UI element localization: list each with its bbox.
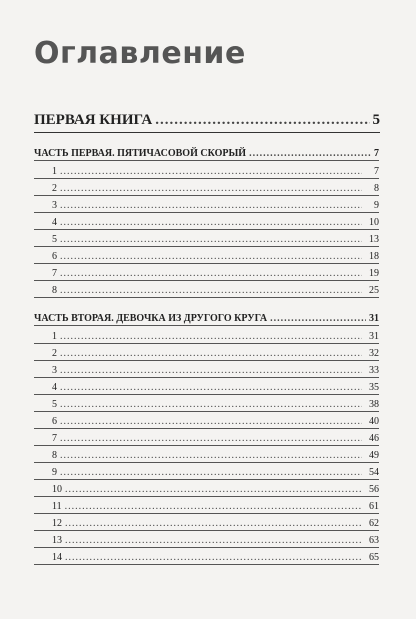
chapter-label: 7 — [52, 433, 57, 444]
chapter-page: 56 — [369, 484, 379, 495]
toc-chapter-entry — [52, 433, 379, 444]
dot-leader — [60, 450, 362, 461]
toc-chapter-entry — [52, 251, 379, 262]
chapter-rule — [34, 297, 379, 298]
chapter-rule — [34, 479, 379, 480]
chapter-page: 7 — [374, 166, 379, 177]
chapter-page: 65 — [369, 552, 379, 563]
chapter-page: 10 — [369, 217, 379, 228]
part-rule — [34, 325, 379, 326]
chapter-label: 11 — [52, 501, 62, 512]
dot-leader — [60, 183, 362, 194]
dot-leader — [249, 148, 371, 159]
chapter-label: 6 — [52, 251, 57, 262]
chapter-label: 5 — [52, 234, 57, 245]
chapter-rule — [34, 263, 379, 264]
chapter-label: 7 — [52, 268, 57, 279]
chapter-page: 18 — [369, 251, 379, 262]
chapter-rule — [34, 445, 379, 446]
page-title: Оглавление — [34, 36, 246, 71]
toc-chapter-entry — [52, 416, 379, 427]
chapter-label: 10 — [52, 484, 62, 495]
chapter-label: 6 — [52, 416, 57, 427]
dot-leader — [60, 365, 362, 376]
dot-leader — [270, 313, 366, 324]
toc-part-entry — [34, 148, 379, 159]
chapter-rule — [34, 229, 379, 230]
dot-leader — [60, 416, 362, 427]
toc-chapter-entry — [52, 552, 379, 563]
chapter-rule — [34, 280, 379, 281]
chapter-rule — [34, 564, 379, 565]
chapter-page: 63 — [369, 535, 379, 546]
chapter-page: 9 — [374, 200, 379, 211]
chapter-rule — [34, 530, 379, 531]
chapter-page: 35 — [369, 382, 379, 393]
dot-leader — [60, 382, 362, 393]
part-label: ЧАСТЬ ВТОРАЯ. ДЕВОЧКА ИЗ ДРУГОГО КРУГА — [34, 313, 268, 324]
dot-leader — [60, 268, 362, 279]
book-rule — [34, 132, 380, 133]
toc-chapter-entry — [52, 535, 379, 546]
toc-chapter-entry — [52, 200, 379, 211]
dot-leader — [60, 217, 362, 228]
chapter-label: 5 — [52, 399, 57, 410]
chapter-label: 12 — [52, 518, 62, 529]
chapter-rule — [34, 178, 379, 179]
dot-leader — [65, 552, 362, 563]
toc-chapter-entry — [52, 183, 379, 194]
chapter-label: 9 — [52, 467, 57, 478]
chapter-page: 19 — [369, 268, 379, 279]
chapter-page: 33 — [369, 365, 379, 376]
toc-chapter-entry — [52, 331, 379, 342]
dot-leader — [60, 433, 362, 444]
dot-leader — [60, 285, 362, 296]
toc-chapter-entry — [52, 365, 379, 376]
part-rule — [34, 160, 379, 161]
toc-chapter-entry — [52, 348, 379, 359]
part-page: 7 — [374, 148, 379, 159]
dot-leader — [60, 348, 362, 359]
dot-leader — [60, 251, 362, 262]
dot-leader — [60, 331, 362, 342]
book-label: ПЕРВАЯ КНИГА — [34, 112, 153, 128]
chapter-rule — [34, 428, 379, 429]
toc-chapter-entry — [52, 501, 379, 512]
dot-leader — [60, 200, 362, 211]
chapter-page: 13 — [369, 234, 379, 245]
dot-leader — [60, 166, 362, 177]
chapter-page: 25 — [369, 285, 379, 296]
chapter-label: 2 — [52, 348, 57, 359]
chapter-page: 32 — [369, 348, 379, 359]
toc-chapter-entry — [52, 450, 379, 461]
chapter-label: 8 — [52, 450, 57, 461]
toc-chapter-entry — [52, 382, 379, 393]
chapter-rule — [34, 360, 379, 361]
chapter-rule — [34, 212, 379, 213]
dot-leader — [65, 518, 362, 529]
chapter-label: 2 — [52, 183, 57, 194]
chapter-label: 3 — [52, 365, 57, 376]
chapter-page: 62 — [369, 518, 379, 529]
toc-chapter-entry — [52, 467, 379, 478]
toc-book-entry — [34, 112, 380, 129]
chapter-label: 3 — [52, 200, 57, 211]
chapter-rule — [34, 377, 379, 378]
toc-chapter-entry — [52, 268, 379, 279]
dot-leader — [65, 484, 362, 495]
book-page: 5 — [372, 112, 380, 128]
chapter-page: 49 — [369, 450, 379, 461]
chapter-rule — [34, 343, 379, 344]
part-label: ЧАСТЬ ПЕРВАЯ. ПЯТИЧАСОВОЙ СКОРЫЙ — [34, 148, 247, 159]
chapter-rule — [34, 394, 379, 395]
dot-leader — [60, 234, 362, 245]
chapter-rule — [34, 411, 379, 412]
chapter-rule — [34, 246, 379, 247]
chapter-page: 61 — [369, 501, 379, 512]
chapter-rule — [34, 195, 379, 196]
chapter-page: 54 — [369, 467, 379, 478]
toc-chapter-entry — [52, 234, 379, 245]
chapter-label: 1 — [52, 331, 57, 342]
chapter-label: 1 — [52, 166, 57, 177]
toc-chapter-entry — [52, 518, 379, 529]
dot-leader — [65, 535, 362, 546]
chapter-page: 46 — [369, 433, 379, 444]
toc-chapter-entry — [52, 484, 379, 495]
toc-chapter-entry — [52, 217, 379, 228]
chapter-page: 31 — [369, 331, 379, 342]
chapter-page: 40 — [369, 416, 379, 427]
toc-chapter-entry — [52, 166, 379, 177]
chapter-rule — [34, 462, 379, 463]
chapter-rule — [34, 547, 379, 548]
chapter-label: 8 — [52, 285, 57, 296]
dot-leader — [60, 467, 362, 478]
toc-part-entry — [34, 313, 379, 324]
dot-leader — [65, 501, 362, 512]
dot-leader — [155, 112, 369, 129]
toc-chapter-entry — [52, 285, 379, 296]
part-page: 31 — [369, 313, 379, 324]
dot-leader — [60, 399, 362, 410]
toc-chapter-entry — [52, 399, 379, 410]
chapter-rule — [34, 513, 379, 514]
chapter-label: 4 — [52, 382, 57, 393]
chapter-label: 13 — [52, 535, 62, 546]
chapter-page: 8 — [374, 183, 379, 194]
chapter-label: 4 — [52, 217, 57, 228]
chapter-page: 38 — [369, 399, 379, 410]
chapter-label: 14 — [52, 552, 62, 563]
chapter-rule — [34, 496, 379, 497]
